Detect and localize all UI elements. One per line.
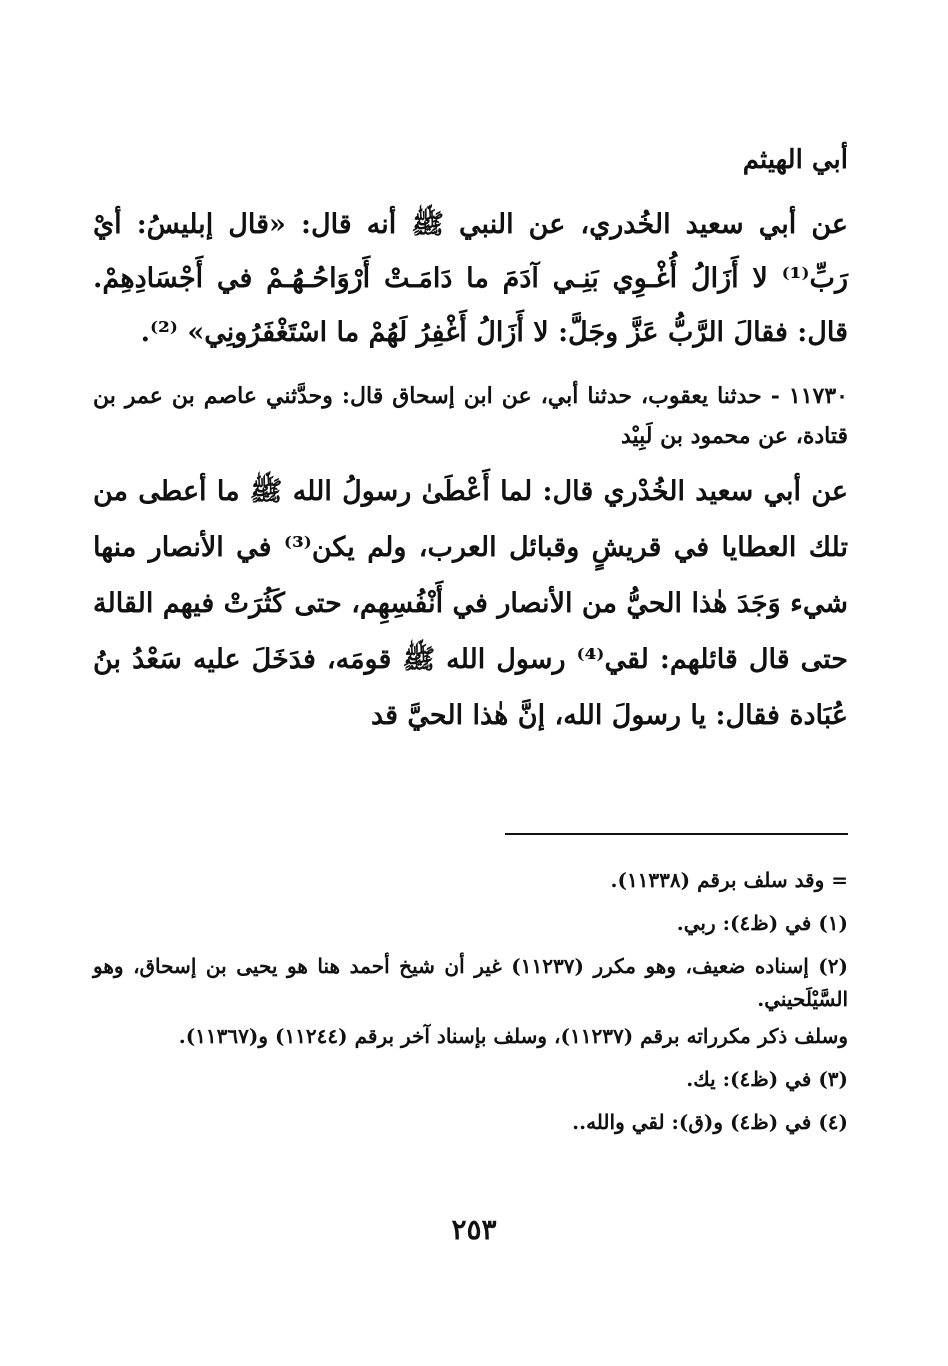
running-header: أبي الهيثم <box>742 145 848 175</box>
footnote-4: (٤) في (ظ٤) و(ق): لقي والله.. <box>572 1110 848 1134</box>
footnote-2: (٢) إسناده ضعيف، وهو مكرر (١١٢٣٧) غير أن شيخ أحمد هنا هو يحيى بن إسحاق، وهو السَّيْلَحيني. <box>93 954 848 1011</box>
footnote-2-continuation: وسلف ذكر مكرراته برقم (١١٢٣٧)، وسلف بإسناد آخر برقم (١١٢٤٤) و(١١٣٦٧). <box>178 1024 848 1048</box>
page-number: ٢٥٣ <box>451 1213 497 1246</box>
main-text <box>93 198 848 744</box>
footnote-1: (١) في (ظ٤): ربي. <box>676 911 848 935</box>
footnote-continuation: = وقد سلف برقم (١١٣٣٨). <box>610 868 848 892</box>
footnote-divider <box>505 833 848 835</box>
hadith-paragraph-1: عن أبي سعيد الخُدري، عن النبي ﷺ أنه قال: «قال إبليسُ: أيْ رَبِّ⁽¹⁾ لا أَزَالُ أُغْـوِي بَنِـي آدَمَ ما دَامَـتْ أَرْوَاحُـهُـمْ في أَجْسَادِهِمْ. قال: فقالَ الرَّبُّ عَزَّ وجَلَّ: لا أَزَالُ أَغْفِرُ لَهُمْ ما اسْتَغْفَرُونِي» ⁽²⁾. <box>93 209 848 348</box>
isnad-paragraph: ١١٧٣٠ - حدثنا يعقوب، حدثنا أبي، عن ابن إسحاق قال: وحدَّثني عاصم بن عمر بن قتادة، عن محمود بن لَبِيْد <box>93 383 848 449</box>
footnote-3: (٣) في (ظ٤): يك. <box>686 1067 848 1091</box>
footnotes <box>93 864 848 1149</box>
hadith-paragraph-2: عن أبي سعيد الخُدْري قال: لما أَعْطَىٰ رسولُ الله ﷺ ما أعطى من تلك العطايا في قريشٍ وقبائل العرب، ولم يكن⁽³⁾ في الأنصار منها شيء وَجَدَ هٰذا الحيُّ من الأنصار في أَنْفُسِهِم، حتى كَثُرَتْ فيهم القالة حتى قال قائلهم: لقي⁽⁴⁾ رسول الله ﷺ قومَه، فدَخَلَ عليه سَعْدُ بنُ عُبَادة فقال: يا رسولَ الله، إنَّ هٰذا الحيَّ قد <box>93 476 848 731</box>
